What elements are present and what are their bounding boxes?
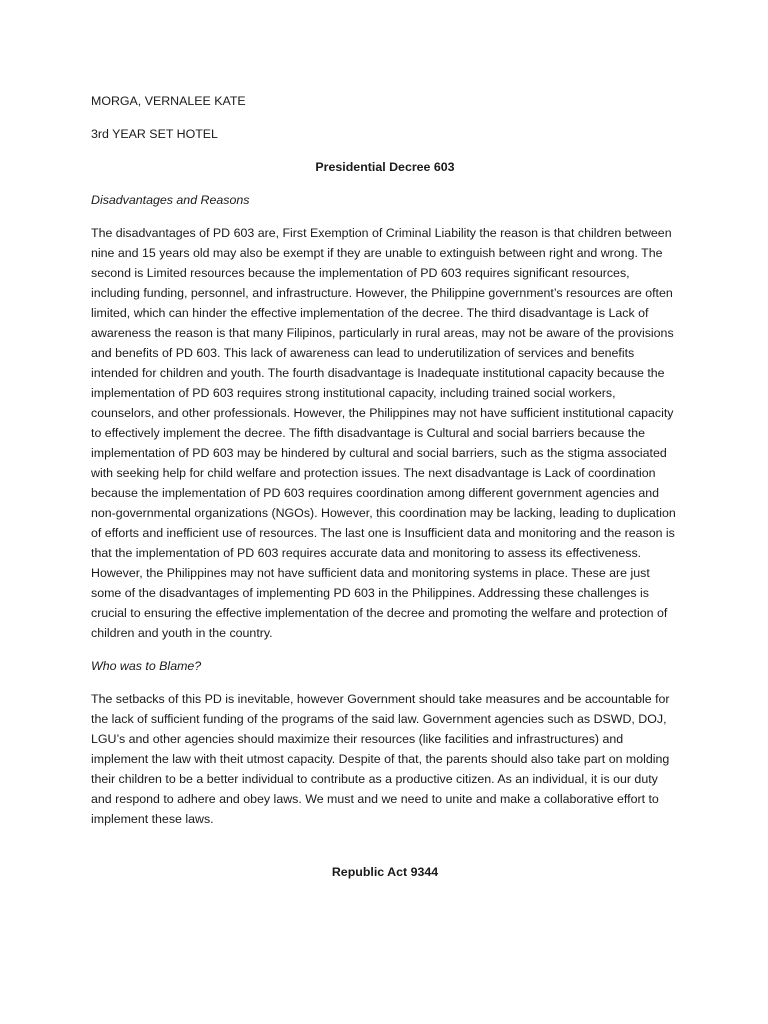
document-title: Presidential Decree 603	[315, 160, 455, 174]
subheading-disadvantages: Disadvantages and Reasons	[91, 193, 250, 207]
paragraph-blame: The setbacks of this PD is inevitable, however Government should take measures and be accountable for the lack of sufficient funding of the programs of the said law. Government agencies such as DSWD, DOJ, LGU’s and other agencies should maximize their resources (like facilities and infrastructures) and implement the law with theit utmost capacity. Despite of that, the parents should also take part on molding their children to be a better individual to contribute as a productive citizen. As an individual, it is our duty and respond to adhere and obey laws. We must and we need to unite and make a collaborative effort to implement these laws.	[91, 692, 670, 826]
second-title: Republic Act 9344	[331, 865, 439, 879]
class-section: 3rd YEAR SET HOTEL	[91, 127, 218, 141]
author-name: MORGA, VERNALEE KATE	[91, 94, 246, 108]
subheading-blame: Who was to Blame?	[91, 659, 202, 673]
spacer	[91, 842, 679, 862]
document-body	[91, 91, 679, 882]
paragraph-disadvantages: The disadvantages of PD 603 are, First Exemption of Criminal Liability the reason is that children between nine and 15 years old may also be exempt if they are unable to extinguish between right and wrong. The second is Limited resources because the implementation of PD 603 requires significant resources, including funding, personnel, and infrastructure. However, the Philippine government’s resources are often limited, which can hinder the effective implementation of the decree. The third disadvantage is Lack of awareness the reason is that many Filipinos, particularly in rural areas, may not be aware of the provisions and benefits of PD 603. This lack of awareness can lead to underutilization of services and benefits intended for children and youth. The fourth disadvantage is Inadequate institutional capacity because the implementation of PD 603 requires strong institutional capacity, including trained social workers, counselors, and other professionals. However, the Philippines may not have sufficient institutional capacity to effectively implement the decree. The fifth disadvantage is Cultural and social barriers because the implementation of PD 603 may be hindered by cultural and social barriers, such as the stigma associated with seeking help for child welfare and protection issues. The next disadvantage is Lack of coordination because the implementation of PD 603 requires coordination among different government agencies and non-governmental organizations (NGOs). However, this coordination may be lacking, leading to duplication of efforts and inefficient use of resources. The last one is Insufficient data and monitoring and the reason is that the implementation of PD 603 requires accurate data and monitoring to assess its effectiveness. However, the Philippines may not have sufficient data and monitoring systems in place. These are just some of the disadvantages of implementing PD 603 in the Philippines. Addressing these challenges is crucial to ensuring the effective implementation of the decree and promoting the welfare and protection of children and youth in the country.	[91, 226, 676, 640]
